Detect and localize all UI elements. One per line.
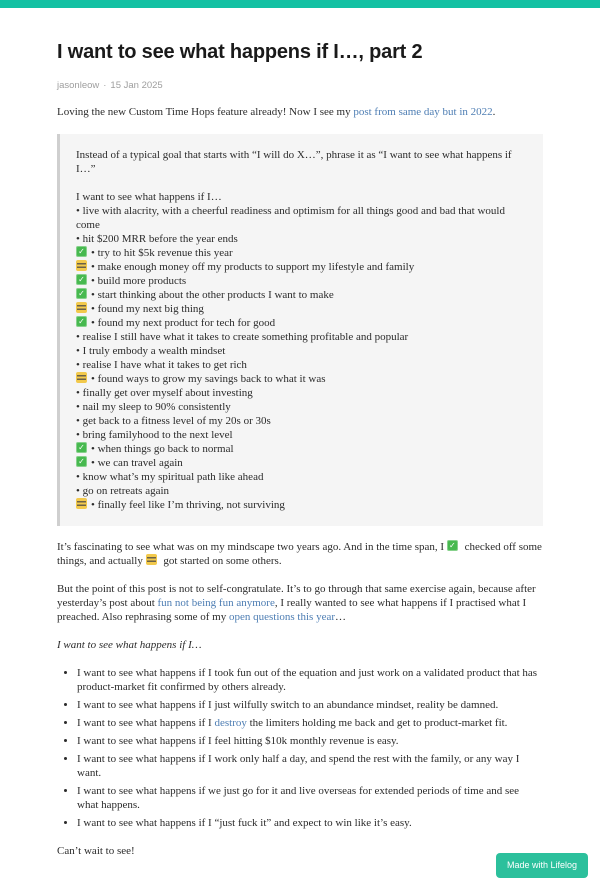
quote-line [76,456,527,470]
quote-intro-paragraph: Instead of a typical goal that starts with “I will do X…”, phrase it as “I want to see what happens if I…” [76,149,512,175]
quote-line-text: • live with alacrity, with a cheerful readiness and optimism for all things good and bad that would come [76,205,505,231]
fascinating-text-mid: checked off some things, and actually [57,541,542,567]
quote-line [76,470,527,484]
quote-line-text: • try to hit $5k revenue this year [91,247,233,259]
point-text-mid: , I really wanted to see what happens if I practised what I preached. Also rephrasing some of my [57,597,527,623]
construction-emoji [76,260,87,271]
check-emoji: ✓ [76,274,87,285]
quote-line-text: • we can travel again [91,457,183,469]
quote-line-text: • go on retreats again [76,485,170,497]
check-emoji: ✓ [76,456,87,467]
intro-text-end: . [492,106,496,118]
made-with-lifelog-button[interactable]: Made with Lifelog [496,853,588,878]
quote-line-text: • nail my sleep to 90% consistently [76,401,231,413]
quote-line [76,330,527,344]
post-meta [57,80,543,91]
list-item-text: I want to see what happens if we just go for it and live overseas for extended periods of time and see what happens. [77,785,520,811]
quote-line [76,414,527,428]
destroy-link[interactable]: destroy [214,717,247,729]
check-emoji: ✓ [76,316,87,327]
quote-line [76,288,527,302]
quote-line-text: • start thinking about the other products I want to make [91,289,334,301]
fascinating-text: It’s fascinating to see what was on my mindscape two years ago. And in the time span, I [57,541,447,553]
quote-line-text: • finally feel like I’m thriving, not surviving [91,499,285,511]
quote-line [76,190,527,204]
quote-line [76,316,527,330]
list-item [77,698,543,712]
quote-line [76,260,527,274]
point-text: But the point of this post is not to self-congratulate. It’s to go through that same exercise again, because after yesterday’s post about [57,583,536,609]
list-item-text: the limiters holding me back and get to product-market fit. [246,717,508,729]
fascinating-text-end: got started on some others. [160,555,282,567]
intro-paragraph [57,105,543,119]
check-emoji: ✓ [447,540,458,551]
quote-line [76,232,527,246]
quote-lines [76,190,527,512]
fascinating-paragraph [57,540,543,568]
construction-emoji [76,302,87,313]
list-item [77,752,543,780]
intro-text: Loving the new Custom Time Hops feature already! Now I see my [57,106,354,118]
quote-line [76,442,527,456]
quote-line-text: • build more products [91,275,187,287]
quote-line-text: • I truly embody a wealth mindset [76,345,226,357]
page-title: I want to see what happens if I…, part 2 [57,41,423,63]
accent-top-bar [0,0,600,8]
quote-line [76,274,527,288]
quote-line [76,400,527,414]
list-item [77,816,543,830]
construction-emoji [76,498,87,509]
quote-line-text: • bring familyhood to the next level [76,429,233,441]
point-paragraph [57,582,543,624]
quote-line-text: • make enough money off my products to support my lifestyle and family [91,261,415,273]
open-questions-link[interactable]: open questions this year [228,611,335,623]
quote-line-text: • found my next big thing [91,303,204,315]
list-item-text: I want to see what happens if I took fun out of the equation and just work on a validated product that has product-market fit confirmed by others already. [77,667,538,693]
quote-line-text: • know what’s my spiritual path like ahead [76,471,264,483]
construction-emoji [146,554,157,565]
quote-line-text: • found my next product for tech for good [91,317,276,329]
outro-paragraph: Can’t wait to see! [57,845,135,857]
quote-line [76,246,527,260]
meta-separator: · [103,80,107,91]
check-emoji: ✓ [76,246,87,257]
quote-line [76,428,527,442]
quote-line [76,204,527,232]
quote-line [76,484,527,498]
list-item-text: I want to see what happens if I work only half a day, and spend the rest with the family, or any way I want. [77,753,520,779]
author-name[interactable]: jasonleow [57,80,100,91]
italic-lead-line: I want to see what happens if I… [57,639,202,651]
quote-line [76,498,527,512]
quote-line [76,302,527,316]
list-item-text: I want to see what happens if I feel hitting $10k monthly revenue is easy. [77,735,399,747]
check-emoji: ✓ [76,288,87,299]
quote-line-text: • realise I still have what it takes to create something profitable and popular [76,331,409,343]
list-item-text: I want to see what happens if I [77,717,215,729]
quote-line-text: • finally get over myself about investing [76,387,253,399]
happens-list [57,666,543,830]
point-text-end: … [335,611,346,623]
quote-line [76,344,527,358]
quote-line [76,358,527,372]
quote-line-text: • hit $200 MRR before the year ends [76,233,238,245]
list-item-text: I want to see what happens if I “just fuck it” and expect to win like it’s easy. [77,817,412,829]
quoted-goals-block [57,134,543,526]
list-item-text: I want to see what happens if I just wilfully switch to an abundance mindset, reality be damned. [77,699,499,711]
quote-line-text: I want to see what happens if I… [76,191,222,203]
list-item [77,784,543,812]
fun-post-link[interactable]: fun not being fun anymore [157,597,275,609]
quote-line-text: • get back to a fitness level of my 20s or 30s [76,415,271,427]
list-item [77,716,543,730]
timehop-post-link[interactable]: post from same day but in 2022 [353,106,493,118]
quote-line [76,372,527,386]
quote-line [76,386,527,400]
post-date: 15 Jan 2025 [110,80,163,91]
quote-line-text: • realise I have what it takes to get rich [76,359,247,371]
quote-line-text: • when things go back to normal [91,443,234,455]
quote-line-text: • found ways to grow my savings back to what it was [91,373,326,385]
list-item [77,734,543,748]
check-emoji: ✓ [76,442,87,453]
construction-emoji [76,372,87,383]
list-item [77,666,543,694]
